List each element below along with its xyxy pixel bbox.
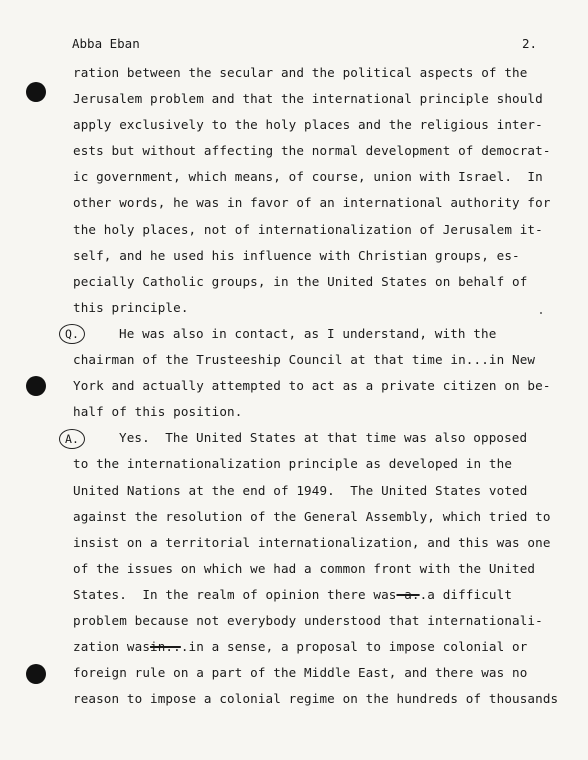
answer-marker: A. bbox=[59, 429, 87, 449]
page-number: 2. bbox=[522, 36, 538, 51]
struck-text: in.. bbox=[150, 639, 181, 655]
text-line: apply exclusively to the holy places and the religious inter- bbox=[73, 117, 543, 133]
punch-hole-bottom bbox=[26, 664, 46, 684]
text-line: foreign rule on a part of the Middle East, and there was no bbox=[73, 665, 528, 681]
text-line-with-strikeout: States. In the realm of opinion there was-a..a difficult bbox=[73, 586, 513, 602]
question-text: He was also in contact, as I understand, with the bbox=[119, 325, 497, 341]
text-line: to the internationalization principle as developed in the bbox=[73, 456, 513, 472]
text-line: ration between the secular and the political aspects of the bbox=[73, 65, 528, 80]
question-marker: Q. bbox=[59, 324, 87, 344]
text-line: pecially Catholic groups, in the United States on behalf of bbox=[73, 273, 528, 289]
text-line: against the resolution of the General Assembly, which tried to bbox=[73, 508, 551, 524]
text-line: United Nations at the end of 1949. The United States voted bbox=[73, 482, 528, 498]
text-line: reason to impose a colonial regime on the hundreds of thousands bbox=[73, 691, 559, 707]
text-line: ests but without affecting the normal development of democrat- bbox=[73, 143, 551, 159]
punch-hole-top bbox=[26, 82, 46, 102]
struck-text: -a. bbox=[396, 586, 420, 602]
transcript-body bbox=[64, 60, 563, 712]
text-line: York and actually attempted to act as a private citizen on be- bbox=[73, 378, 551, 394]
punch-hole-middle bbox=[26, 376, 46, 396]
text-line: of the issues on which we had a common front with the United bbox=[73, 560, 536, 576]
text-line: other words, he was in favor of an international authority for bbox=[73, 195, 551, 211]
answer-text: Yes. The United States at that time was also opposed bbox=[119, 430, 528, 446]
text-line: Jerusalem problem and that the international principle should bbox=[73, 91, 543, 107]
answer-first-line bbox=[64, 425, 563, 451]
text-line: ic government, which means, of course, union with Israel. In bbox=[73, 169, 543, 185]
text-line: self, and he used his influence with Christian groups, es- bbox=[73, 247, 520, 263]
text-line: chairman of the Trusteeship Council at that time in...in New bbox=[73, 352, 536, 368]
text-line: problem because not everybody understood that internationali- bbox=[73, 612, 543, 628]
question-first-line bbox=[64, 321, 563, 347]
text-line: half of this position. bbox=[73, 404, 243, 420]
text-line: insist on a territorial internationalization, and this was one bbox=[73, 534, 551, 550]
text-line: this principle. bbox=[73, 299, 189, 315]
text-line: the holy places, not of internationalization of Jerusalem it- bbox=[73, 221, 543, 237]
header-author: Abba Eban bbox=[72, 36, 140, 51]
text-line-with-strikeout: zation wasin...in a sense, a proposal to impose colonial or bbox=[73, 639, 528, 655]
